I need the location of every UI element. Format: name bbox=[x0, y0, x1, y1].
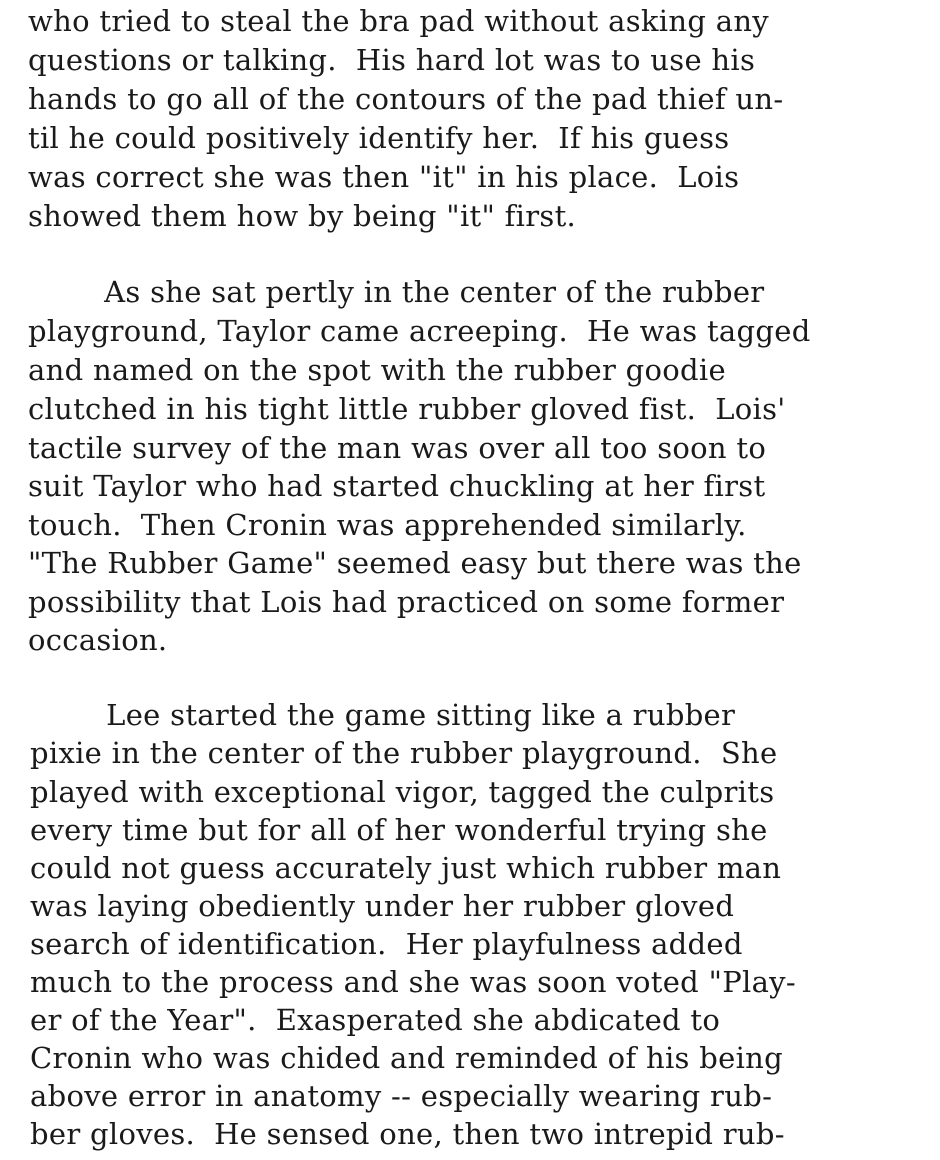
text-line: was laying obediently under her rubber gloved bbox=[30, 889, 735, 923]
text-line: tactile survey of the man was over all too soon to bbox=[28, 431, 767, 465]
text-line: playground, Taylor came acreeping. He was tagged bbox=[28, 314, 811, 348]
text-line: til he could positively identify her. If his guess bbox=[28, 121, 730, 155]
text-line: showed them how by being "it" first. bbox=[28, 199, 577, 233]
text-line: ber gloves. He sensed one, then two intrepid rub- bbox=[30, 1117, 785, 1151]
text-line: was correct she was then "it" in his place. Lois bbox=[28, 160, 740, 194]
text-line: occasion. bbox=[28, 623, 168, 657]
text-line: suit Taylor who had started chuckling at her first bbox=[28, 469, 766, 503]
text-line: touch. Then Cronin was apprehended similarly. bbox=[28, 508, 747, 542]
text-line: hands to go all of the contours of the pad thief un- bbox=[28, 82, 784, 116]
text-line: Lee started the game sitting like a rubber bbox=[30, 698, 736, 732]
text-line: who tried to steal the bra pad without asking any bbox=[28, 4, 769, 38]
text-line: played with exceptional vigor, tagged the culprits bbox=[30, 775, 775, 809]
text-line: could not guess accurately just which rubber man bbox=[30, 851, 782, 885]
text-line: every time but for all of her wonderful trying she bbox=[30, 813, 768, 847]
text-line: above error in anatomy -- especially wearing rub- bbox=[30, 1079, 773, 1113]
text-line: much to the process and she was soon voted "Play- bbox=[30, 965, 796, 999]
text-line: possibility that Lois had practiced on some former bbox=[28, 585, 785, 619]
text-line: questions or talking. His hard lot was to use his bbox=[28, 43, 756, 77]
text-line: pixie in the center of the rubber playground. She bbox=[30, 736, 778, 770]
text-line: er of the Year". Exasperated she abdicated to bbox=[30, 1003, 721, 1037]
text-line: "The Rubber Game" seemed easy but there was the bbox=[28, 546, 802, 580]
text-line: search of identification. Her playfulness added bbox=[30, 927, 743, 961]
text-line: Cronin who was chided and reminded of his being bbox=[30, 1041, 783, 1075]
text-line: and named on the spot with the rubber goodie bbox=[28, 353, 726, 387]
text-line: clutched in his tight little rubber gloved fist. Lois' bbox=[28, 392, 786, 426]
text-line: As she sat pertly in the center of the rubber bbox=[28, 275, 765, 309]
